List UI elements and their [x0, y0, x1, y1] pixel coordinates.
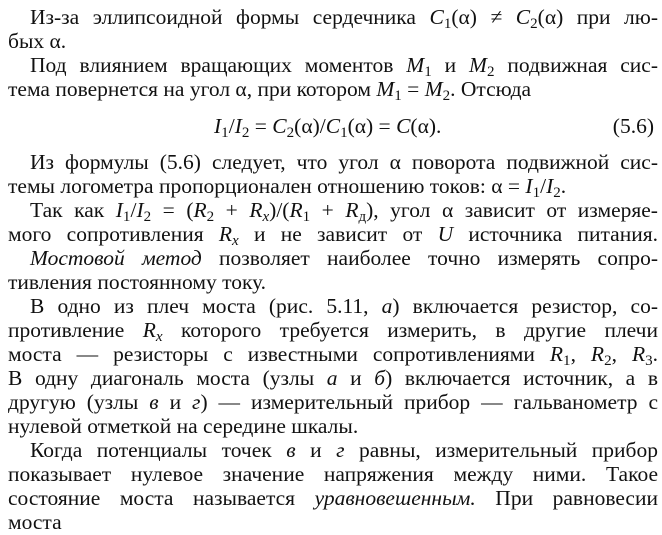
equation-number: (5.6) — [612, 114, 654, 138]
text-line: другую (узлы в и г) — измерительный прибор — гальванометр с — [8, 390, 658, 414]
text-line: моста — [8, 510, 62, 534]
text-line: нулевой отметкой на середине шкалы. — [8, 414, 359, 438]
text-line: Из формулы (5.6) следует, что угол α поворота подвижной сис- — [30, 150, 658, 174]
text-line: тема повернется на угол α, при котором $M_1 = M_2$. Отсюда — [8, 77, 532, 104]
text-line: В одну диагональ моста (узлы а и б) включается источник, а в — [8, 366, 658, 390]
equation-5-6 — [0, 114, 662, 139]
text-line: противление $R_x$ которого требуется измерить, в другие плечи — [8, 318, 659, 345]
text-line: Так как $I_1/I_2 = (R_2 + R_x)/(R_1 + R_д)$, угол α зависит от измеряе- — [30, 198, 658, 225]
text-line: В одно из плеч моста (рис. 5.11, а) включается резистор, со- — [30, 294, 658, 318]
text-line: Из-за эллипсоидной формы сердечника $C_1(\alpha) \ne C_2(\alpha)$ при лю- — [30, 5, 658, 32]
text-line: показывает нулевое значение напряжения между ними. Такое — [8, 462, 658, 486]
text-line: состояние моста называется уравновешенным. При равновесии — [8, 486, 658, 510]
text-line: Мостовой метод позволяет наиболее точно измерять сопро- — [30, 246, 658, 270]
text-line: Под влиянием вращающих моментов $M_1$ и $M_2$ подвижная сис- — [30, 53, 658, 80]
text-line: бых α. — [8, 29, 67, 53]
text-line: темы логометра пропорционален отношению токов: $\alpha = I_1/I_2$. — [8, 174, 567, 201]
text-line: моста — резисторы с известными сопротивлениями $R_1$, $R_2$, $R_3$. — [8, 342, 658, 369]
equation-body: $I_1/I_2 = C_2(\alpha)/C_1(\alpha) = C(\alpha)$. — [214, 114, 442, 141]
text-line: мого сопротивления $R_x$ и не зависит от U источника питания. — [8, 222, 658, 249]
text-line: Когда потенциалы точек в и г равны, измерительный прибор — [30, 438, 659, 462]
text-line: тивления постоянному току. — [8, 270, 267, 294]
